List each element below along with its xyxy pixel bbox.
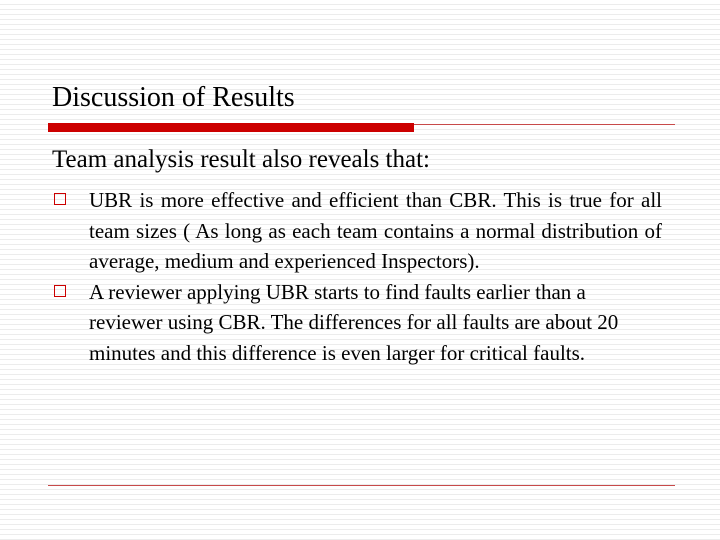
bullet-text: UBR is more effective and efficient than CBR. This is true for all team sizes ( As long as each team contains a normal distribution of average, medium and experienced Inspectors). — [89, 188, 662, 273]
intro-text: Team analysis result also reveals that: — [52, 146, 430, 173]
bullet-item — [52, 277, 662, 369]
footer-divider — [48, 485, 675, 486]
bullet-text: A reviewer applying UBR starts to find faults earlier than a reviewer using CBR. The differences for all faults are about 20 minutes and this difference is even larger for critical faults. — [89, 279, 619, 365]
hollow-square-bullet-icon — [54, 193, 66, 205]
bullet-item — [52, 185, 662, 277]
title-underline-accent — [48, 123, 414, 132]
hollow-square-bullet-icon — [54, 285, 66, 297]
title-underline — [48, 123, 675, 132]
bullet-list — [52, 185, 662, 368]
title-underline-thin — [414, 124, 675, 125]
slide-title: Discussion of Results — [52, 82, 295, 113]
